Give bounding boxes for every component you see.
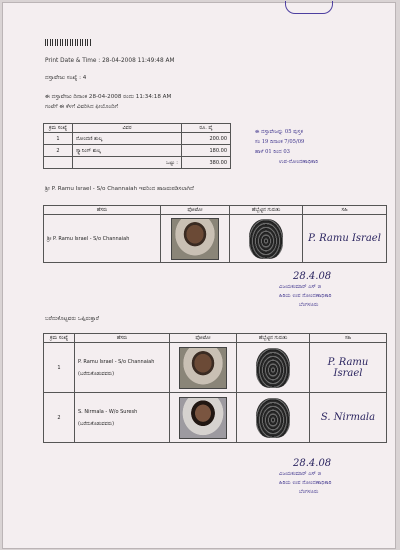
thumbprint [249,219,283,259]
officer-place: ಬೆಂಗಳೂರು [299,489,319,495]
exec-name: P. Ramu Israel - S/o Channaiah [78,358,155,365]
presenter-name: ಶ್ರೀ P. Ramu Israel - S/o Channaiah [44,215,161,263]
officer-signature-1 [279,271,332,309]
presenter-col-sign: ಸಹಿ [303,206,387,215]
presenter-col-thumb: ಹೆಬ್ಬೆಟ್ಟಿನ ಗುರುತು [230,206,303,215]
presenter-thumb-cell [230,215,303,263]
register-line-1: ಈ ದಸ್ತಾವೇಜನ್ನು 05 ಪುಸ್ತಕ [255,129,303,135]
exec-name: S. Nirmala - W/o Suresh [78,408,138,415]
fee-no [44,157,73,169]
fee-desc: ನೋಂದಣಿ ಶುಲ್ಕ [73,133,182,145]
presenter-col-name: ಹೆಸರು [44,206,161,215]
exec-col-name: ಹೆಸರು [75,334,170,343]
presenter-sign-cell [303,215,387,263]
officer-name: ವಿಜಯಕುಮಾರ್ ಎಸ್ ಜಿ [279,471,322,477]
exec-photo-cell [170,343,237,393]
executants-heading: ಬರೆದುಕೊಟ್ಟವರು ಒಪ್ಪಿರುತ್ತಾರೆ [45,316,99,322]
fee-col-amount: ರೂ. ಪೈ [182,124,231,133]
table-row [44,145,231,157]
exec-col-thumb: ಹೆಬ್ಬೆಟ್ಟಿನ ಗುರುತು [237,334,310,343]
exec-no: 1 [44,343,75,393]
exec-sign-cell [310,343,387,393]
fee-desc: ಸ್ಕ್ಯಾನಿಂಗ್ ಶುಲ್ಕ [73,145,182,157]
officer-signature: 28.4.08 [293,271,332,282]
document-number: ದಸ್ತಾವೇಜು ಸಂಖ್ಯೆ : 4 [45,75,87,81]
table-row [44,133,231,145]
exec-name-cell [75,343,170,393]
executant-photo [179,397,227,439]
print-datetime: Print Date & Time : 28-04-2008 11:49:48 AM [45,58,175,64]
table-row [44,343,387,393]
barcode [45,39,91,46]
fee-no: 1 [44,133,73,145]
fee-total: 380.00 [182,157,231,169]
presenter-table [43,205,387,263]
thumbprint [256,398,290,438]
exec-col-no: ಕ್ರಮ ಸಂಖ್ಯೆ [44,334,75,343]
exec-role: (ಬರೆದುಕೊಡುವವರು) [78,370,115,377]
table-row [44,215,387,263]
table-row [44,157,231,169]
thumbprint [256,348,290,388]
exec-no: 2 [44,393,75,443]
fee-amount: 180.00 [182,145,231,157]
presented-line: ಈ ದಸ್ತಾವೇಜು ದಿನಾಂಕ 28-04-2008 ರಂದು 11:34:18 AM [45,94,172,100]
officer-signature: 28.4.08 [293,458,332,469]
executant-photo [179,347,227,389]
exec-col-sign: ಸಹಿ [310,334,387,343]
officer-title: ಹಿರಿಯ ಉಪ ನೋಂದಣಾಧಿಕಾರಿ [279,480,332,486]
exec-name-cell [75,393,170,443]
signature: P. Ramu Israel [308,233,381,244]
presenter-photo-cell [161,215,230,263]
fee-no: 2 [44,145,73,157]
officer-signature-2 [279,458,332,496]
fee-amount: 200.00 [182,133,231,145]
exec-photo-cell [170,393,237,443]
officer-place: ಬೆಂಗಳೂರು [299,302,319,308]
officer-name: ವಿಜಯಕುಮಾರ್ ಎಸ್ ಜಿ [279,284,322,290]
exec-sign-cell [310,393,387,443]
presenter-col-photo: ಫೋಟೋ [161,206,230,215]
fee-col-desc: ವಿವರ [73,124,182,133]
exec-role: (ಬರೆದುಕೊಡುವವರು) [78,420,115,427]
fee-col-no: ಕ್ರಮ ಸಂಖ್ಯೆ [44,124,73,133]
executants-table [43,333,387,443]
register-line-2: ಸಂ 19 ದಿನಾಂಕ 7/05/09 [255,139,305,145]
exec-col-photo: ಫೋಟೋ [170,334,237,343]
document-page [2,2,396,549]
exec-thumb-cell [237,343,310,393]
fee-total-label: ಒಟ್ಟು : [73,157,182,169]
table-row [44,393,387,443]
officer-title: ಹಿರಿಯ ಉಪ ನೋಂದಣಾಧಿಕಾರಿ [279,293,332,299]
register-stamp [255,129,318,166]
fee-table [43,123,231,169]
presenter-heading: ಶ್ರೀ P. Ramu Israel - S/o Channaiah ಇವರಿಂದ ಹಾಜರುಪಡಿಸಲಾಗಿದೆ [45,186,194,192]
register-line-3: ಹಾಳೆ 01 ರಿಂದ 03 [255,149,290,155]
corner-stamp [285,1,333,14]
exec-thumb-cell [237,393,310,443]
fee-line: ಗಂಟೆಗೆ ಈ ಕೆಳಗೆ ವಿವರಿಸಿದ ಫೀಯೊಂದಿಗೆ [45,104,118,110]
signature: S. Nirmala [320,412,376,423]
signature: P. Ramu Israel [327,356,369,379]
register-line-4: ಉಪ-ನೋಂದಣಾಧಿಕಾರಿ [279,159,319,165]
presenter-photo [171,218,219,260]
